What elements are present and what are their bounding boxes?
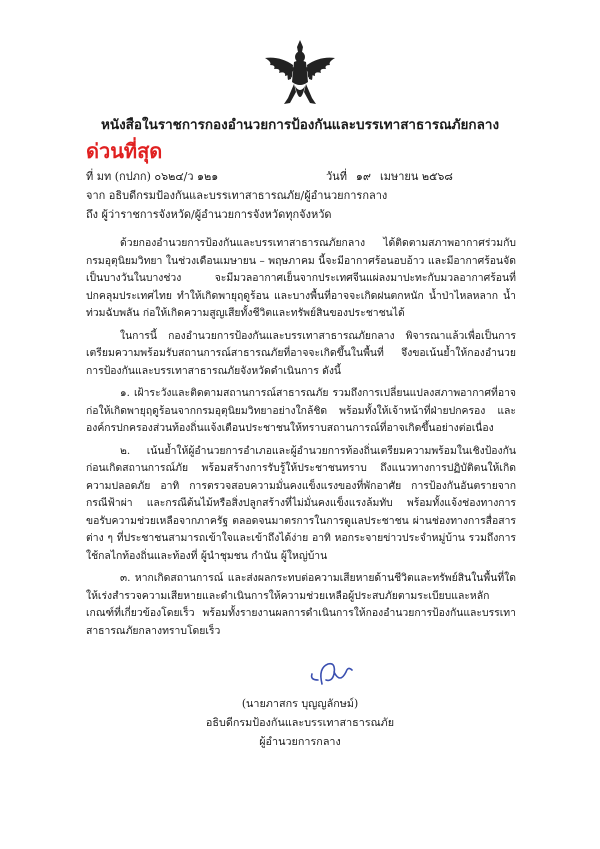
signer-position-secondary: ผู้อำนวยการกลาง bbox=[259, 735, 341, 748]
paragraph: ๒. เน้นย้ำให้ผู้อำนวยการอำเภอและผู้อำนวยการท้องถิ่นเตรียมความพร้อมในเชิงป้องกันก่อนเกิดสถานการณ์ภัย พร้อมสร้างการรับรู้ให้ประชาชนทราบ ถึงแนวทางการปฏิบัติตนให้เกิดความปลอดภัย อาทิ การตรวจสอบความมั่นคงแข็งแรงของที่พักอาศัย การป้องกันอันตรายจากกรณีฟ้าผ่า และกรณีต้นไม้หรือสิ่งปลูกสร้างที่ไม่มั่นคงแข็งแรงล้มทับ พร้อมทั้งแจ้งช่องทางการขอรับความช่วยเหลือจากภาครัฐ ตลอดจนมาตรการในการดูแลประชาชน ผ่านช่องทางการสื่อสารต่าง ๆ ที่ประชาชนสามารถเข้าใจและเข้าถึงได้ง่าย อาทิ หอกระจายข่าวประจำหมู่บ้าน รวมถึงการใช้กลไกท้องถิ่นและท้องที่ ผู้นำชุมชน กำนัน ผู้ใหญ่บ้าน bbox=[86, 444, 516, 562]
paragraph: ๑. เฝ้าระวังและติดตามสถานการณ์สาธารณภัย รวมถึงการเปลี่ยนแปลงสภาพอากาศที่อาจก่อให้เกิดพายุฤดูร้อนจากกรมอุตุนิยมวิทยาอย่างใกล้ชิด พร้อมทั้งให้เจ้าหน้าที่ฝ่ายปกครอง และองค์กรปกครองส่วนท้องถิ่นแจ้งเตือนประชาชนให้ทราบสถานการณ์ที่อาจเกิดขึ้นอย่างต่อเนื่อง bbox=[86, 387, 516, 434]
to-line: ถึง ผู้ว่าราชการจังหวัด/ผู้อำนวยการจังหวัดทุกจังหวัด bbox=[86, 208, 332, 221]
letter-body bbox=[86, 235, 516, 645]
document-title: หนังสือในราชการกองอำนวยการป้องกันและบรรเทาสาธารณภัยกลาง bbox=[100, 117, 500, 133]
paragraph: ด้วยกองอำนวยการป้องกันและบรรเทาสาธารณภัยกลาง ได้ติดตามสภาพอากาศร่วมกับกรมอุตุนิยมวิทยา ในช่วงเดือนเมษายน – พฤษภาคม นี้จะมีอากาศร้อนอบอ้าว และมีอากาศร้อนจัดเป็นบางวันในบางช่วง จะมีมวลอากาศเย็นจากประเทศจีนแผ่ลงมาปะทะกับมวลอากาศร้อนที่ปกคลุมประเทศไทย ทำให้เกิดพายุฤดูร้อน และบางพื้นที่อาจจะเกิดฝนตกหนัก น้ำป่าไหลหลาก น้ำท่วมฉับพลัน ก่อให้เกิดความสูญเสียทั้งชีวิตและทรัพย์สินของประชาชนได้ bbox=[86, 237, 516, 319]
paragraph: ในการนี้ กองอำนวยการป้องกันและบรรเทาสาธารณภัยกลาง พิจารณาแล้วเพื่อเป็นการเตรียมความพร้อมรับสถานการณ์สาธารณภัยที่อาจจะเกิดขึ้นในพื้นที่ จึงขอเน้นย้ำให้กองอำนวยการป้องกันและบรรเทาสาธารณภัยจังหวัดดำเนินการ ดังนี้ bbox=[86, 329, 516, 377]
reference-number: ที่ มท (กปภก) ๐๖๒๔/ว ๑๒๑ bbox=[86, 170, 219, 183]
signer-position: อธิบดีกรมป้องกันและบรรเทาสาธารณภัย bbox=[205, 716, 395, 729]
paragraph: ๓. หากเกิดสถานการณ์ และส่งผลกระทบต่อความเสียหายด้านชีวิตและทรัพย์สินในพื้นที่ใด ให้เร่งสำรวจความเสียหายและดำเนินการให้ความช่วยเหลือผู้ประสบภัยตามระเบียบและหลักเกณฑ์ที่เกี่ยวข้องโดยเร็ว พร้อมทั้งรายงานผลการดำเนินการให้กองอำนวยการป้องกันและบรรเทาสาธารณภัยกลางทราบโดยเร็ว bbox=[86, 572, 516, 637]
date-label: วันที่ bbox=[326, 170, 347, 183]
signer-name: (นายภาสกร บุญญลักษม์) bbox=[241, 697, 359, 710]
handwritten-signature bbox=[250, 650, 400, 690]
date-month-year: เมษายน ๒๕๖๘ bbox=[379, 170, 453, 183]
date-line bbox=[326, 167, 453, 185]
date-day: ๑๙ bbox=[355, 170, 371, 183]
garuda-emblem-icon bbox=[262, 38, 338, 110]
from-line: จาก อธิบดีกรมป้องกันและบรรเทาสาธารณภัย/ผู้อำนวยการกลาง bbox=[86, 189, 388, 202]
urgency-label: ด่วนที่สุด bbox=[86, 139, 163, 163]
